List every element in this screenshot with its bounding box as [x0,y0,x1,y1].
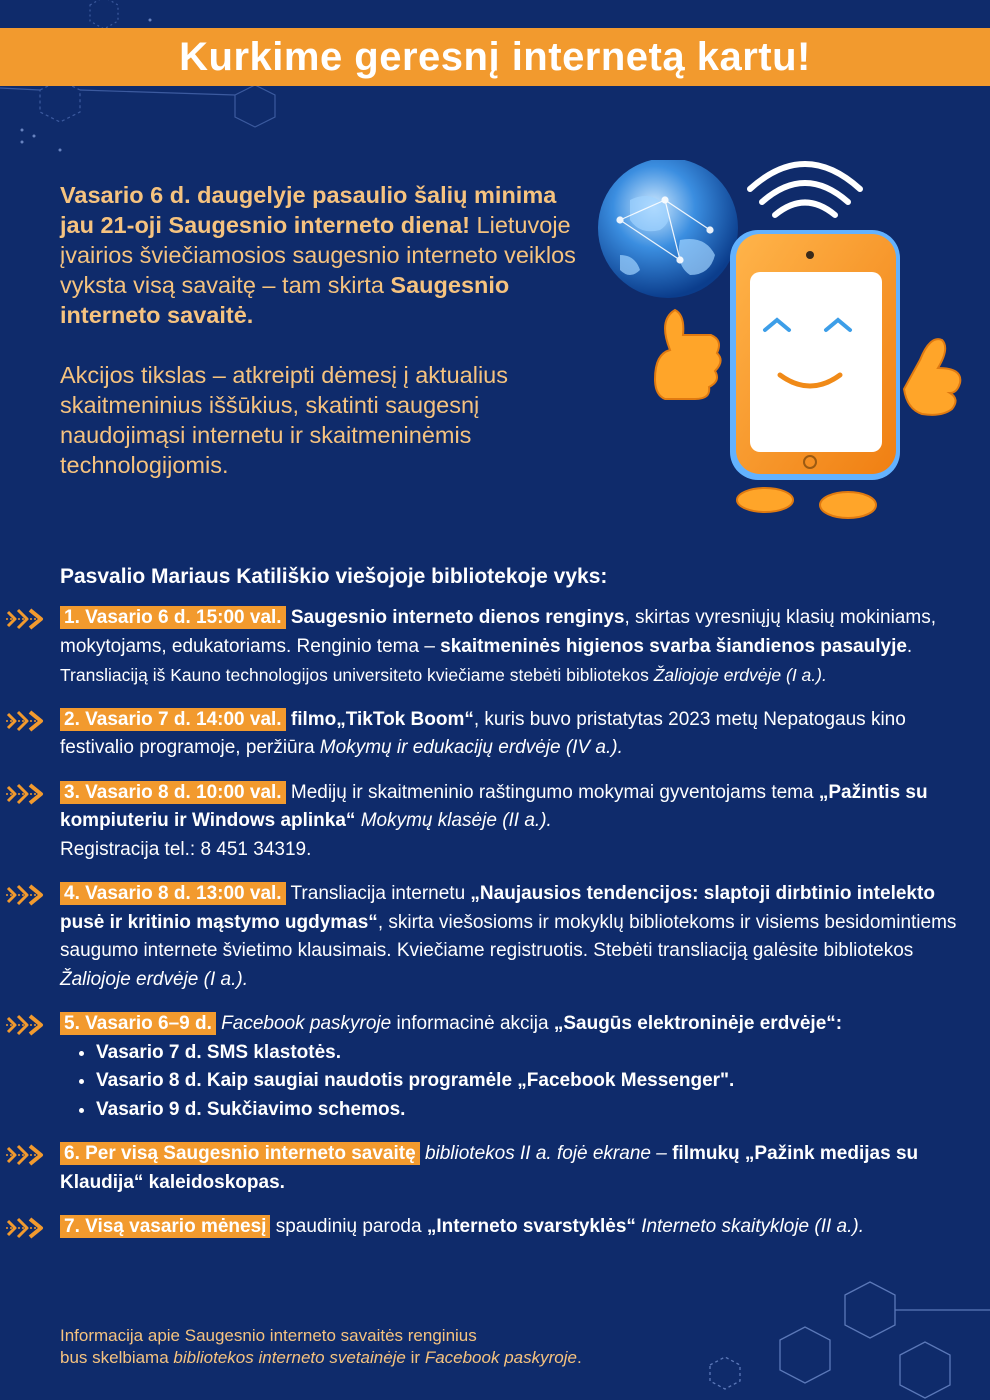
event-title: Saugesnio interneto dienos renginys [290,607,625,628]
intro-highlight-week: Saugesnio interneto savaitė. [60,272,510,328]
event-title: filmo„TikTok Boom“ [290,708,474,730]
events-list [0,604,990,1242]
event-title: „Naujausios tendencijos: slaptoji dirbtinio intelekto pusė ir kritinio mąstymo ugdymas“ [60,883,935,933]
intro-highlight-day: minima jau 21-oji Saugesnio interneto diena! [60,182,557,238]
event-item-2 [0,706,990,763]
event-note-text: Transliaciją iš Kauno technologijos universiteto kviečiame stebėti bibliotekos [60,665,649,685]
event-date-tag: 1. Vasario 6 d. 15:00 val. [60,606,286,629]
event-channel: Facebook paskyroje [221,1013,392,1034]
event-description: , skirtas vyresniųjų klasių mokiniams, mokytojams, edukatoriams. Renginio tema – [60,607,936,657]
event-item-3 [0,779,990,865]
event-location: bibliotekos II a. fojė ekrane – [424,1143,667,1164]
intro-paragraph-2: Akcijos tikslas – atkreipti dėmesį į aktualius skaitmeninius iššūkius, skatinti saugesnį naudojimąsi internetu ir skaitmeninėmis technologijomis. [60,362,508,478]
footer-note [60,1325,582,1369]
event-date-tag: 5. Vasario 6–9 d. [60,1012,216,1035]
page-title: Kurkime geresnį internetą kartu! [179,34,811,79]
event-item-5 [0,1010,990,1124]
event-date-tag: 2. Vasario 7 d. 14:00 val. [60,708,286,731]
wifi-icon [750,164,860,215]
event-punct: . [906,635,913,657]
event-item-7 [0,1213,990,1242]
event-title: filmukų „Pažink medijas su Klaudija“ kaleidoskopas. [60,1143,919,1193]
arrow-bullet-icon [6,608,50,630]
intro-body: Lietuvoje įvairios šviečiamosios saugesnio interneto veiklos vyksta visą savaitę – tam skirta [60,212,576,298]
footer-punct: . [576,1348,582,1367]
arrow-bullet-icon [6,783,50,805]
event-location: Žaliojoje erdvėje (I a.). [60,968,248,990]
event-date-tag: 7. Visą vasario mėnesį [60,1215,270,1238]
footer-line-2 [60,1347,582,1369]
event-description: Medijų ir skaitmeninio raštingumo mokymai gyventojams tema [290,781,814,803]
footer-text: ir [410,1348,421,1367]
event-registration: Registracija tel.: 8 451 34319. [60,838,312,860]
event-item-6 [0,1140,990,1197]
event-item-1 [0,604,990,690]
title-banner [0,28,990,86]
list-item: • Vasario 9 d. Sukčiavimo schemos. [96,1096,960,1125]
event-location: Mokymų ir edukacijų erdvėje (IV a.). [319,737,623,758]
events-heading: Pasvalio Mariaus Katiliškio viešojoje bibliotekoje vyks: [60,565,608,588]
event-description: spaudinių paroda [275,1216,422,1237]
list-item: • Vasario 7 d. SMS klastotės. [96,1039,960,1068]
event-date-tag: 6. Per visą Saugesnio interneto savaitę [60,1142,420,1165]
event-item-4 [0,880,990,994]
event-details: , skirta viešosioms ir mokyklų bibliotekoms ir visiems besidomintiems saugumo internete švietimo klausimais. Kviečiame registruotis. Stebėti transliaciją galėsite bibliotekos [60,911,957,961]
event-topic: skaitmeninės higienos svarba šiandienos pasaulyje [440,635,907,657]
arrow-bullet-icon [6,710,50,732]
footer-facebook: Facebook paskyroje [424,1348,577,1367]
event-date-tag: 3. Vasario 8 d. 10:00 val. [60,781,286,804]
footer-website: bibliotekos interneto svetainėje [173,1348,406,1367]
event-description: Transliacija internetu [290,883,466,904]
event-description: , kuris buvo pristatytas 2023 metų Nepatogaus kino festivalio programoje, peržiūra [60,708,906,758]
intro-text [60,180,580,480]
intro-highlight-date: Vasario 6 d. daugelyje pasaulio šalių [60,182,468,208]
arrow-bullet-icon [6,1217,50,1239]
footer-text: bus skelbiama [60,1348,169,1367]
event-date-tag: 4. Vasario 8 d. 13:00 val. [60,882,286,905]
event-location: Mokymų klasėje (II a.). [360,810,552,831]
event-broadcast-note [60,661,960,690]
arrow-bullet-icon [6,1014,50,1036]
list-item: • Vasario 8 d. Kaip saugiai naudotis programėle „Facebook Messenger". [96,1067,960,1096]
arrow-bullet-icon [6,884,50,906]
arrow-bullet-icon [6,1144,50,1166]
footer-line-1: Informacija apie Saugesnio interneto savaitės renginius [60,1326,477,1345]
event-title: „Interneto svarstyklės“ [426,1216,636,1237]
event-sublist [60,1039,960,1125]
event-title: „Pažintis su kompiuteriu ir Windows aplinka“ [60,781,928,831]
hexagon-pattern-icon [700,1270,990,1400]
intro-paragraph-1 [60,180,580,330]
event-location: Interneto skaitykloje (II a.). [641,1216,865,1237]
phone-mascot-icon [590,160,970,540]
event-description: informacinė akcija [396,1013,549,1034]
event-location: Žaliojoje erdvėje (I a.). [653,665,827,685]
globe-icon [598,160,738,298]
event-title: „Saugūs elektroninėje erdvėje“: [553,1013,843,1034]
